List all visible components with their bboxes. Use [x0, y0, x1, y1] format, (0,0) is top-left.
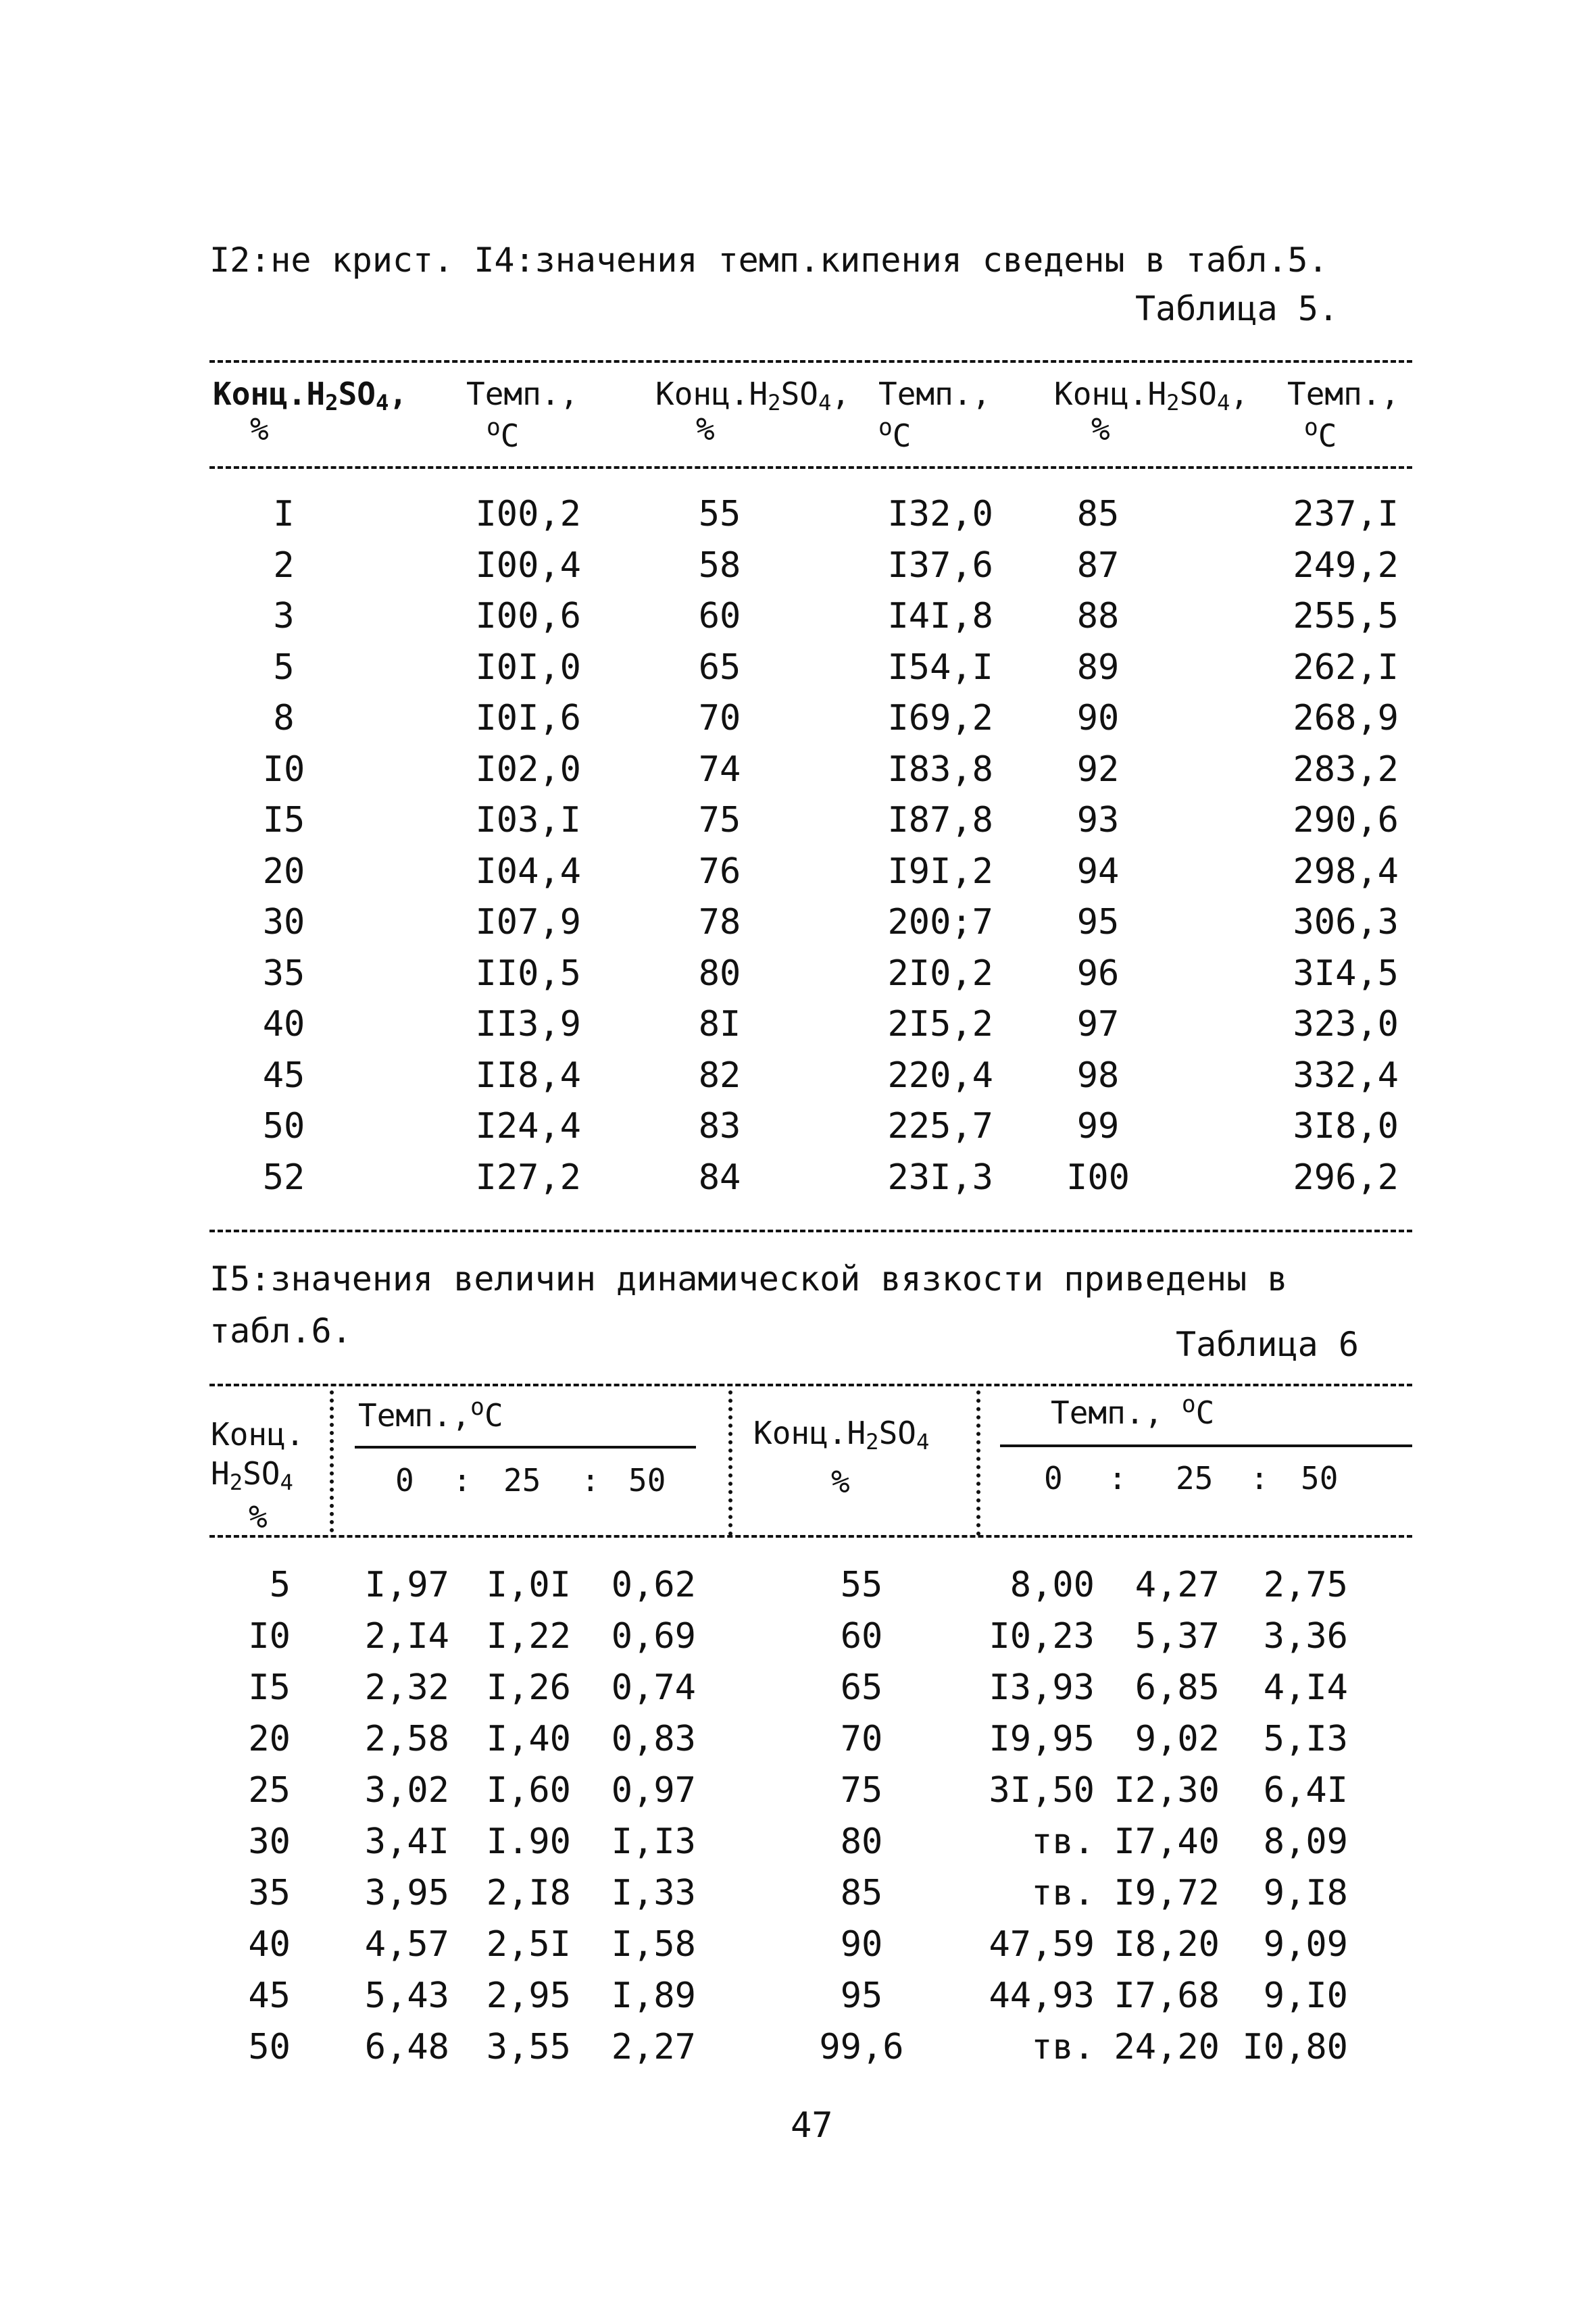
table5-header-temp-2: Темп.,: [878, 376, 991, 412]
table6-cell: 5: [269, 1565, 291, 1605]
table5-cell: I: [273, 494, 295, 534]
table6-cell: I,33: [611, 1873, 696, 1913]
table5-cell: I32,0: [887, 494, 993, 534]
table6-cell: 2,95: [486, 1976, 571, 2016]
table5-top-rule: [209, 360, 1412, 363]
table5-cell: 75: [698, 800, 741, 840]
table6-cell: 0,97: [611, 1770, 696, 1811]
table6-right-t50: 50: [1301, 1460, 1339, 1496]
table6-cell: тв.: [1031, 1821, 1095, 1862]
table6-cell: 2,I4: [364, 1616, 449, 1657]
table5-cell: 55: [698, 494, 741, 534]
table6-right-t25: 25: [1176, 1460, 1214, 1496]
table5-cell: 298,4: [1293, 851, 1399, 892]
table5-cell: 97: [1076, 1004, 1120, 1045]
table6-mid-divider: [728, 1390, 732, 1536]
table5-cell: 96: [1076, 953, 1120, 994]
table5-cell: I27,2: [475, 1157, 581, 1198]
table6-right-temp: Темп., $^o$C: [1051, 1390, 1215, 1431]
table6-right-sep-1: :: [1108, 1460, 1127, 1496]
table6-cell: 6,4I: [1263, 1770, 1348, 1811]
table5-header-deg-2: $^o$C: [878, 413, 912, 454]
table6-cell: 8,09: [1263, 1821, 1348, 1862]
table5-cell: 225,7: [887, 1106, 993, 1147]
table5-cell: 78: [698, 902, 741, 942]
table6-cell: 2,32: [364, 1667, 449, 1708]
table6-cell: тв.: [1031, 2027, 1095, 2067]
mid-line-2: табл.6.: [209, 1311, 352, 1351]
table5-cell: I24,4: [475, 1106, 581, 1147]
table6-cell: 44,93: [989, 1976, 1095, 2016]
table6-cell: I8,20: [1114, 1924, 1220, 1965]
table6-left-conc: Конц.: [211, 1416, 305, 1453]
table6-cell: 24,20: [1114, 2027, 1220, 2067]
table5-cell: 20: [262, 851, 305, 892]
table6-cell: 9,I0: [1263, 1976, 1348, 2016]
table6-cell: 55: [840, 1565, 883, 1605]
table6-cell: 6,48: [364, 2027, 449, 2067]
table5-cell: 237,I: [1293, 494, 1399, 534]
table6-right-subrule: [1000, 1444, 1412, 1447]
table5-cell: 95: [1076, 902, 1120, 942]
table6-cell: I,97: [364, 1565, 449, 1605]
table5-cell: I83,8: [887, 749, 993, 790]
table6-right-divider: [976, 1390, 980, 1536]
table5-cell: 306,3: [1293, 902, 1399, 942]
table5-cell: 82: [698, 1055, 741, 1096]
table6-cell: 47,59: [989, 1924, 1095, 1965]
table5-cell: 70: [698, 698, 741, 738]
table6-cell: 35: [248, 1873, 291, 1913]
table6-cell: 9,02: [1134, 1719, 1220, 1759]
table5-cell: II3,9: [475, 1004, 581, 1045]
table6-cell: I.90: [486, 1821, 571, 1862]
table5-cell: 200;7: [887, 902, 993, 942]
table6-right-pct: %: [831, 1463, 850, 1500]
table6-cell: 4,57: [364, 1924, 449, 1965]
table5-cell: 35: [262, 953, 305, 994]
table5-header-temp-1: Темп.,: [466, 376, 579, 412]
table5-cell: I04,4: [475, 851, 581, 892]
table6-cell: 2,75: [1263, 1565, 1348, 1605]
table5-cell: 83: [698, 1106, 741, 1147]
table5-header-conc-3: $Конц.H_2SO_4$,: [1054, 376, 1249, 416]
table6-left-temp: Темп.,$^o$C: [358, 1393, 503, 1434]
table5-cell: 30: [262, 902, 305, 942]
table5-cell: 2I5,2: [887, 1004, 993, 1045]
table6-cell: 3,95: [364, 1873, 449, 1913]
table5-cell: I0I,6: [475, 698, 581, 738]
table5-cell: 2I0,2: [887, 953, 993, 994]
table5-header-rule: [209, 466, 1412, 469]
table6-cell: 85: [840, 1873, 883, 1913]
table6-cell: 9,09: [1263, 1924, 1348, 1965]
table5-cell: 87: [1076, 545, 1120, 586]
table5-cell: I9I,2: [887, 851, 993, 892]
table5-cell: 262,I: [1293, 647, 1399, 688]
table5-cell: 90: [1076, 698, 1120, 738]
table5-cell: 5: [273, 647, 295, 688]
table6-cell: тв.: [1031, 1873, 1095, 1913]
table6-cell: I3,93: [989, 1667, 1095, 1708]
table5-header-deg-1: $^o$C: [487, 413, 520, 454]
table5-cell: 268,9: [1293, 698, 1399, 738]
table5-cell: I5: [262, 800, 305, 840]
table5-cell: 255,5: [1293, 596, 1399, 636]
table5-cell: I0: [262, 749, 305, 790]
table6-cell: 20: [248, 1719, 291, 1759]
table6-cell: 5,37: [1134, 1616, 1220, 1657]
table6-cell: 9,I8: [1263, 1873, 1348, 1913]
table5-cell: 3I8,0: [1293, 1106, 1399, 1147]
table6-right-sep-2: :: [1250, 1460, 1269, 1496]
table6-cell: 0,74: [611, 1667, 696, 1708]
table5-cell: 290,6: [1293, 800, 1399, 840]
intro-line: I2:не крист. I4:значения темп.кипения сведены в табл.5.: [209, 241, 1328, 280]
table6-cell: I,40: [486, 1719, 571, 1759]
table5-header-pct-1: %: [250, 411, 269, 447]
table5-cell: 93: [1076, 800, 1120, 840]
table6-cell: 5,I3: [1263, 1719, 1348, 1759]
table6-cell: I2,30: [1114, 1770, 1220, 1811]
table6-cell: 75: [840, 1770, 883, 1811]
table6-cell: 3I,50: [989, 1770, 1095, 1811]
table6-header-rule: [209, 1535, 1412, 1538]
table6-cell: 95: [840, 1976, 883, 2016]
table6-left-sep-1: :: [453, 1462, 472, 1499]
table6-cell: 40: [248, 1924, 291, 1965]
table5-cell: 89: [1076, 647, 1120, 688]
table5-cell: 80: [698, 953, 741, 994]
table5-cell: 92: [1076, 749, 1120, 790]
table6-cell: I0,23: [989, 1616, 1095, 1657]
table5-cell: 50: [262, 1106, 305, 1147]
table5-header-deg-3: $^o$C: [1304, 413, 1337, 454]
table6-cell: I9,72: [1114, 1873, 1220, 1913]
table5-cell: 283,2: [1293, 749, 1399, 790]
table6-cell: I,22: [486, 1616, 571, 1657]
table6-cell: 5,43: [364, 1976, 449, 2016]
table5-cell: 8: [273, 698, 295, 738]
table6-left-t25: 25: [503, 1462, 541, 1499]
table6-cell: 8,00: [1009, 1565, 1095, 1605]
table5-cell: I00,6: [475, 596, 581, 636]
table6-cell: 99,6: [819, 2027, 904, 2067]
table5-cell: II8,4: [475, 1055, 581, 1096]
table6-cell: I,0I: [486, 1565, 571, 1605]
table6-cell: 50: [248, 2027, 291, 2067]
table5-header-pct-2: %: [696, 411, 715, 447]
table5-cell: 3: [273, 596, 295, 636]
table6-left-sep-2: :: [581, 1462, 600, 1499]
table6-cell: 3,4I: [364, 1821, 449, 1862]
table5-cell: 76: [698, 851, 741, 892]
table5-header-conc-1: $Конц.H_2SO_4$,: [213, 376, 408, 416]
table5-cell: I69,2: [887, 698, 993, 738]
table5-header-temp-3: Темп.,: [1287, 376, 1400, 412]
table6-cell: 4,I4: [1263, 1667, 1348, 1708]
table6-cell: 60: [840, 1616, 883, 1657]
table5-cell: 45: [262, 1055, 305, 1096]
table6-right-conc: $Конц.H_2SO_4$: [753, 1415, 930, 1455]
table6-cell: 2,58: [364, 1719, 449, 1759]
table6-top-rule: [209, 1384, 1412, 1386]
table5-cell: I87,8: [887, 800, 993, 840]
table5-cell: 85: [1076, 494, 1120, 534]
table6-left-subrule: [355, 1446, 696, 1449]
table5-cell: 94: [1076, 851, 1120, 892]
table5-cell: I37,6: [887, 545, 993, 586]
table5-cell: 23I,3: [887, 1157, 993, 1198]
table6-cell: 2,27: [611, 2027, 696, 2067]
table5-caption: Таблица 5.: [1135, 289, 1339, 328]
table5-cell: 98: [1076, 1055, 1120, 1096]
table5-cell: I00,2: [475, 494, 581, 534]
table5-cell: 84: [698, 1157, 741, 1198]
table6-cell: 3,36: [1263, 1616, 1348, 1657]
table5-cell: 40: [262, 1004, 305, 1045]
table5-cell: 88: [1076, 596, 1120, 636]
table6-cell: 3,02: [364, 1770, 449, 1811]
table6-left-divider: [330, 1390, 334, 1532]
table6-cell: I0: [248, 1616, 291, 1657]
table6-cell: 45: [248, 1976, 291, 2016]
table6-cell: 90: [840, 1924, 883, 1965]
table5-cell: II0,5: [475, 953, 581, 994]
table6-cell: 80: [840, 1821, 883, 1862]
table6-cell: 30: [248, 1821, 291, 1862]
table5-cell: 58: [698, 545, 741, 586]
table6-cell: 25: [248, 1770, 291, 1811]
table6-left-t0: 0: [395, 1462, 414, 1499]
table6-cell: 6,85: [1134, 1667, 1220, 1708]
table5-cell: 2: [273, 545, 295, 586]
table5-cell: 52: [262, 1157, 305, 1198]
table5-cell: I0I,0: [475, 647, 581, 688]
table6-cell: I5: [248, 1667, 291, 1708]
table5-cell: I4I,8: [887, 596, 993, 636]
table6-cell: 70: [840, 1719, 883, 1759]
table6-cell: I0,80: [1242, 2027, 1348, 2067]
page-number: 47: [791, 2105, 833, 2146]
table6-cell: I7,40: [1114, 1821, 1220, 1862]
table5-cell: I00,4: [475, 545, 581, 586]
table5-cell: 220,4: [887, 1055, 993, 1096]
table5-cell: 296,2: [1293, 1157, 1399, 1198]
table5-header-conc-2: $Конц.H_2SO_4$,: [655, 376, 851, 416]
table6-cell: 3,55: [486, 2027, 571, 2067]
table5-cell: 99: [1076, 1106, 1120, 1147]
table5-cell: 3I4,5: [1293, 953, 1399, 994]
table5-cell: I02,0: [475, 749, 581, 790]
table5-cell: 8I: [698, 1004, 741, 1045]
table5-cell: I54,I: [887, 647, 993, 688]
table6-caption: Таблица 6: [1176, 1325, 1359, 1364]
table5-cell: 249,2: [1293, 545, 1399, 586]
table6-cell: I,60: [486, 1770, 571, 1811]
table6-left-formula: $H_2SO_4$: [211, 1455, 293, 1496]
mid-line-1: I5:значения величин динамической вязкости приведены в: [209, 1259, 1288, 1299]
table6-cell: I7,68: [1114, 1976, 1220, 2016]
table6-cell: I,I3: [611, 1821, 696, 1862]
table5-cell: 323,0: [1293, 1004, 1399, 1045]
table5-bottom-rule: [209, 1230, 1412, 1232]
table6-cell: 2,5I: [486, 1924, 571, 1965]
table6-cell: I,58: [611, 1924, 696, 1965]
table6-cell: 2,I8: [486, 1873, 571, 1913]
table6-cell: I,89: [611, 1976, 696, 2016]
table5-header-pct-3: %: [1091, 411, 1110, 447]
table5-cell: 332,4: [1293, 1055, 1399, 1096]
table6-right-t0: 0: [1044, 1460, 1063, 1496]
table6-cell: I9,95: [989, 1719, 1095, 1759]
table6-cell: 0,83: [611, 1719, 696, 1759]
table6-cell: 4,27: [1134, 1565, 1220, 1605]
table6-cell: I,26: [486, 1667, 571, 1708]
table6-cell: 65: [840, 1667, 883, 1708]
table5-cell: 65: [698, 647, 741, 688]
table6-cell: 0,62: [611, 1565, 696, 1605]
table5-cell: 60: [698, 596, 741, 636]
table6-cell: 0,69: [611, 1616, 696, 1657]
table5-cell: I03,I: [475, 800, 581, 840]
table5-cell: I00: [1066, 1157, 1130, 1198]
table5-cell: 74: [698, 749, 741, 790]
table6-left-pct: %: [249, 1499, 268, 1535]
table6-left-t50: 50: [628, 1462, 666, 1499]
table5-cell: I07,9: [475, 902, 581, 942]
